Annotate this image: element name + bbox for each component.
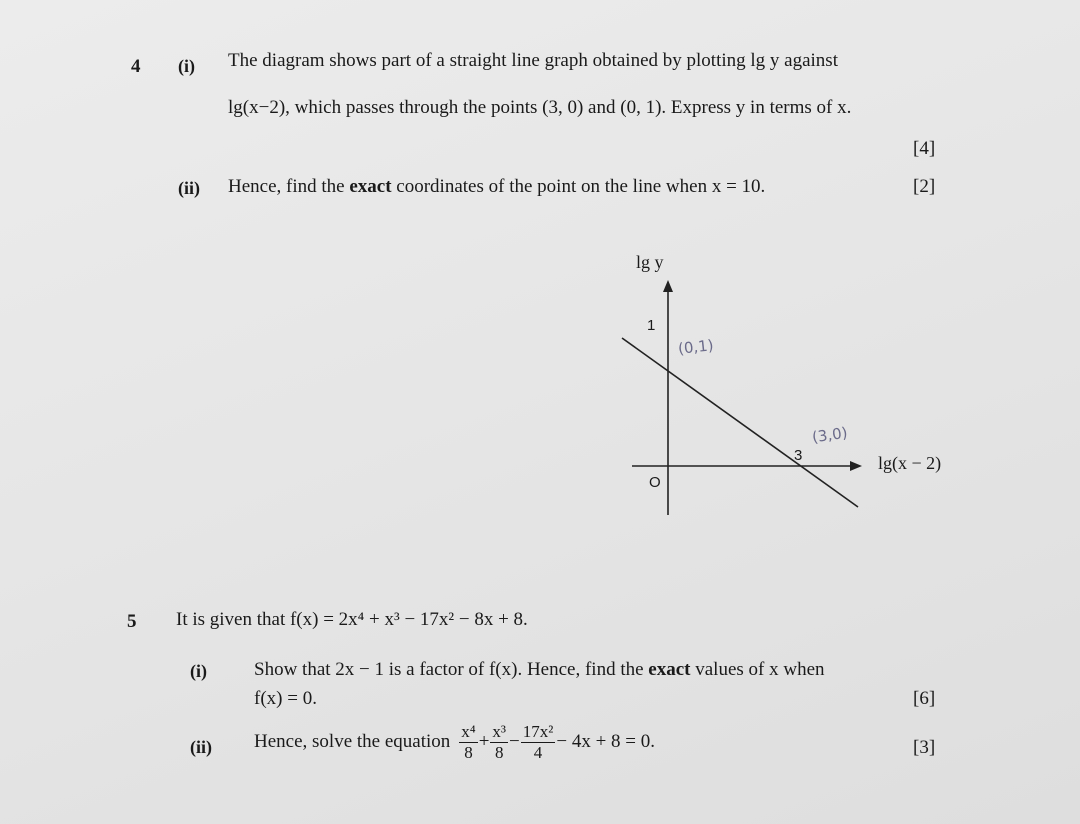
question-5-number: 5	[127, 611, 137, 632]
handwritten-point-top: (0,1)	[677, 336, 715, 358]
q4-part-i-label: (i)	[178, 56, 195, 76]
q5-part-ii-label: (ii)	[190, 737, 212, 757]
equation-remainder: − 4x + 8 = 0.	[556, 731, 656, 752]
origin-label: O	[649, 474, 661, 491]
q5-part-ii-text: Hence, solve the equation	[254, 731, 451, 752]
fraction-term-1: $\frac{\text{x⁴}}{8}$	[461, 721, 476, 762]
q5-part-i-marks: [6]	[913, 688, 936, 709]
x-axis-arrow	[850, 461, 862, 471]
q4-part-ii-marks: [2]	[913, 176, 936, 197]
fraction-term-2: $\frac{\text{x³}}{8}$	[492, 721, 507, 762]
q4-part-i-line1: The diagram shows part of a straight line graph obtained by plotting lg y against	[228, 50, 838, 71]
x-axis-label: lg(x − 2)	[878, 453, 942, 473]
y-axis-arrow	[663, 280, 673, 292]
q4-part-i-marks: [4]	[913, 138, 936, 159]
y-axis-label: lg y	[636, 252, 664, 272]
operator-minus: −	[509, 731, 520, 752]
question-4-number: 4	[131, 56, 141, 77]
y-intercept-label: 1	[647, 317, 656, 334]
q5-part-ii-equation	[254, 716, 655, 768]
q5-intro: It is given that f(x) = 2x⁴ + x³ − 17x² − 8x + 8.	[176, 609, 528, 630]
q5-part-i-line2: f(x) = 0.	[254, 688, 317, 709]
fraction-term-3: $\frac{\text{17x²}}{4}$	[522, 721, 554, 762]
x-intercept-label: 3	[794, 447, 803, 464]
q4-part-i-line2: lg(x−2), which passes through the points (3, 0) and (0, 1). Express y in terms of x.	[228, 97, 852, 118]
q5-part-i-label: (i)	[190, 661, 207, 681]
operator-plus: +	[478, 731, 490, 752]
handwritten-point-right: (3,0)	[810, 423, 849, 447]
q4-part-ii-text: Hence, find the exact coordinates of the point on the line when x = 10.	[228, 176, 766, 197]
q5-part-i-text: Show that 2x − 1 is a factor of f(x). Hence, find the exact values of x when	[254, 659, 825, 680]
q5-part-ii-marks: [3]	[913, 737, 936, 758]
q4-part-ii-label: (ii)	[178, 178, 200, 198]
